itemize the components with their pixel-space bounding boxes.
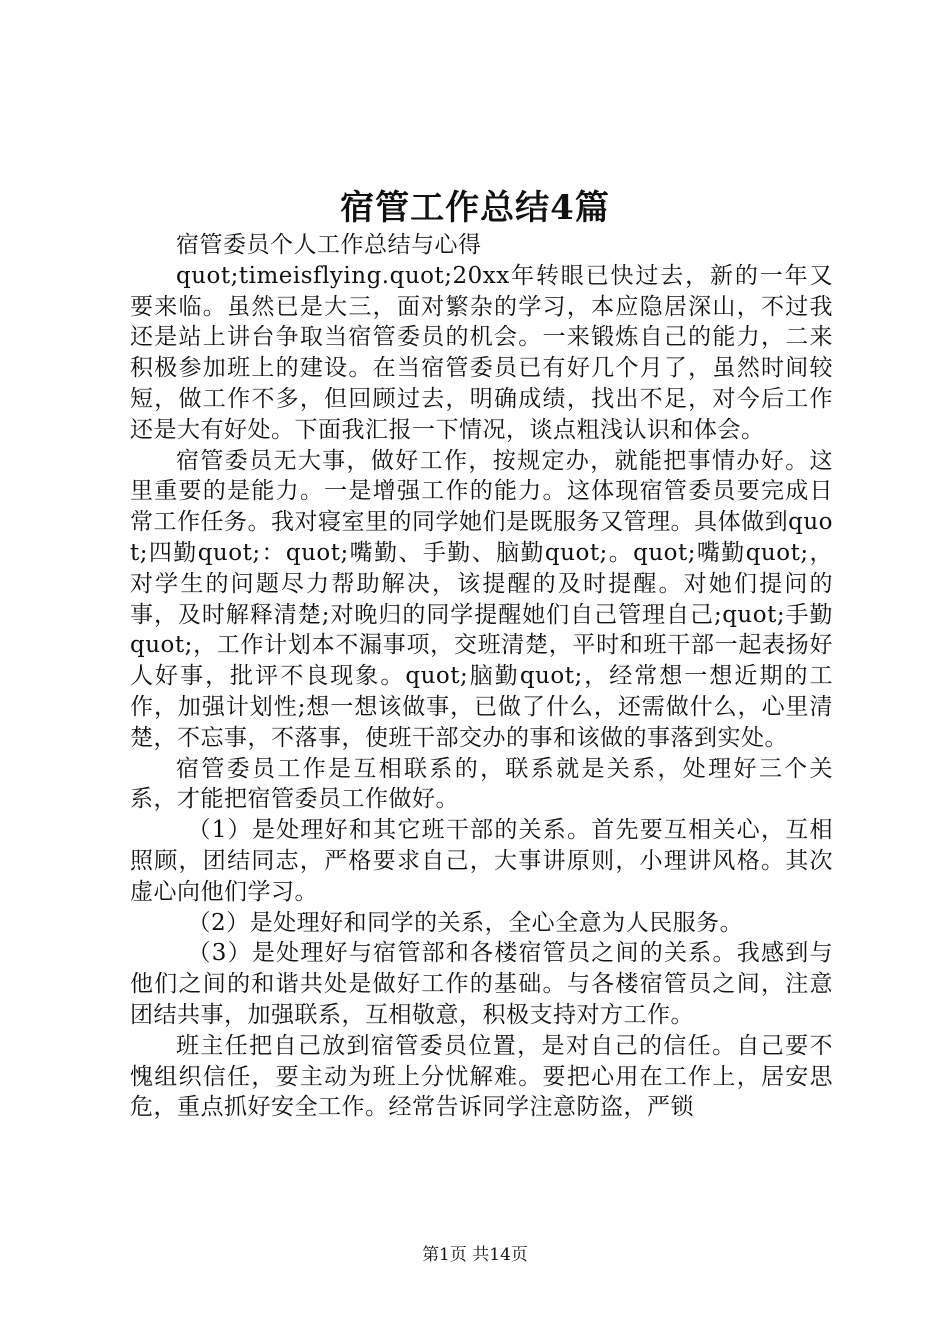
body-paragraph: 宿管委员工作是互相联系的，联系就是关系，处理好三个关系，才能把宿管委员工作做好。 — [130, 755, 833, 813]
list-item-paragraph: （2）是处理好和同学的关系，全心全意为人民服务。 — [187, 909, 744, 936]
document-body — [130, 230, 833, 1123]
list-item-paragraph: （3）是处理好与宿管部和各楼宿管员之间的关系。我感到与他们之间的和谐共处是做好工作的基础。与各楼宿管员之间，注意团结共事，加强联系，互相敬意，积极支持对方工作。 — [130, 940, 833, 1028]
body-paragraph: 宿管委员无大事，做好工作，按规定办，就能把事情办好。这里重要的是能力。一是增强工作的能力。这体现宿管委员要完成日常工作任务。我对寝室里的同学她们是既服务又管理。具体做到quot;四勤quot;：quot;嘴勤、手勤、脑勤quot;。quot;嘴勤quot;，对学生的问题尽力帮助解决，该提醒的及时提醒。对她们提问的事，及时解释清楚;对晚归的同学提醒她们自己管理自己;quot;手勤quot;，工作计划本不漏事项，交班清楚，平时和班干部一起表扬好人好事，批评不良现象。quot;脑勤quot;，经常想一想近期的工作，加强计划性;想一想该做事，已做了什么，还需做什么，心里清楚，不忘事，不落事，使班干部交办的事和该做的事落到实处。 — [130, 447, 833, 751]
page-number: 第1页 共14页 — [422, 1245, 528, 1265]
body-paragraph: 班主任把自己放到宿管委员位置，是对自己的信任。自己要不愧组织信任，要主动为班上分忧解难。要把心用在工作上，居安思危，重点抓好安全工作。经常告诉同学注意防盗，严锁 — [130, 1032, 833, 1121]
body-paragraph: quot;timeisflying.quot;20xx年转眼已快过去，新的一年又要来临。虽然已是大三，面对繁杂的学习，本应隐居深山，不过我还是站上讲台争取当宿管委员的机会。一来锻炼自己的能力，二来积极参加班上的建设。在当宿管委员已有好几个月了，虽然时间较短，做工作不多，但回顾过去，明确成绩，找出不足，对今后工作还是大有好处。下面我汇报一下情况，谈点粗浅认识和体会。 — [130, 262, 833, 443]
subtitle-paragraph: 宿管委员个人工作总结与心得 — [176, 232, 482, 258]
document-title: 宿管工作总结4篇 — [340, 188, 610, 228]
list-item-paragraph: （1）是处理好和其它班干部的关系。首先要互相关心，互相照顾，团结同志，严格要求自己，大事讲原则，小理讲风格。其次虚心向他们学习。 — [130, 817, 833, 905]
